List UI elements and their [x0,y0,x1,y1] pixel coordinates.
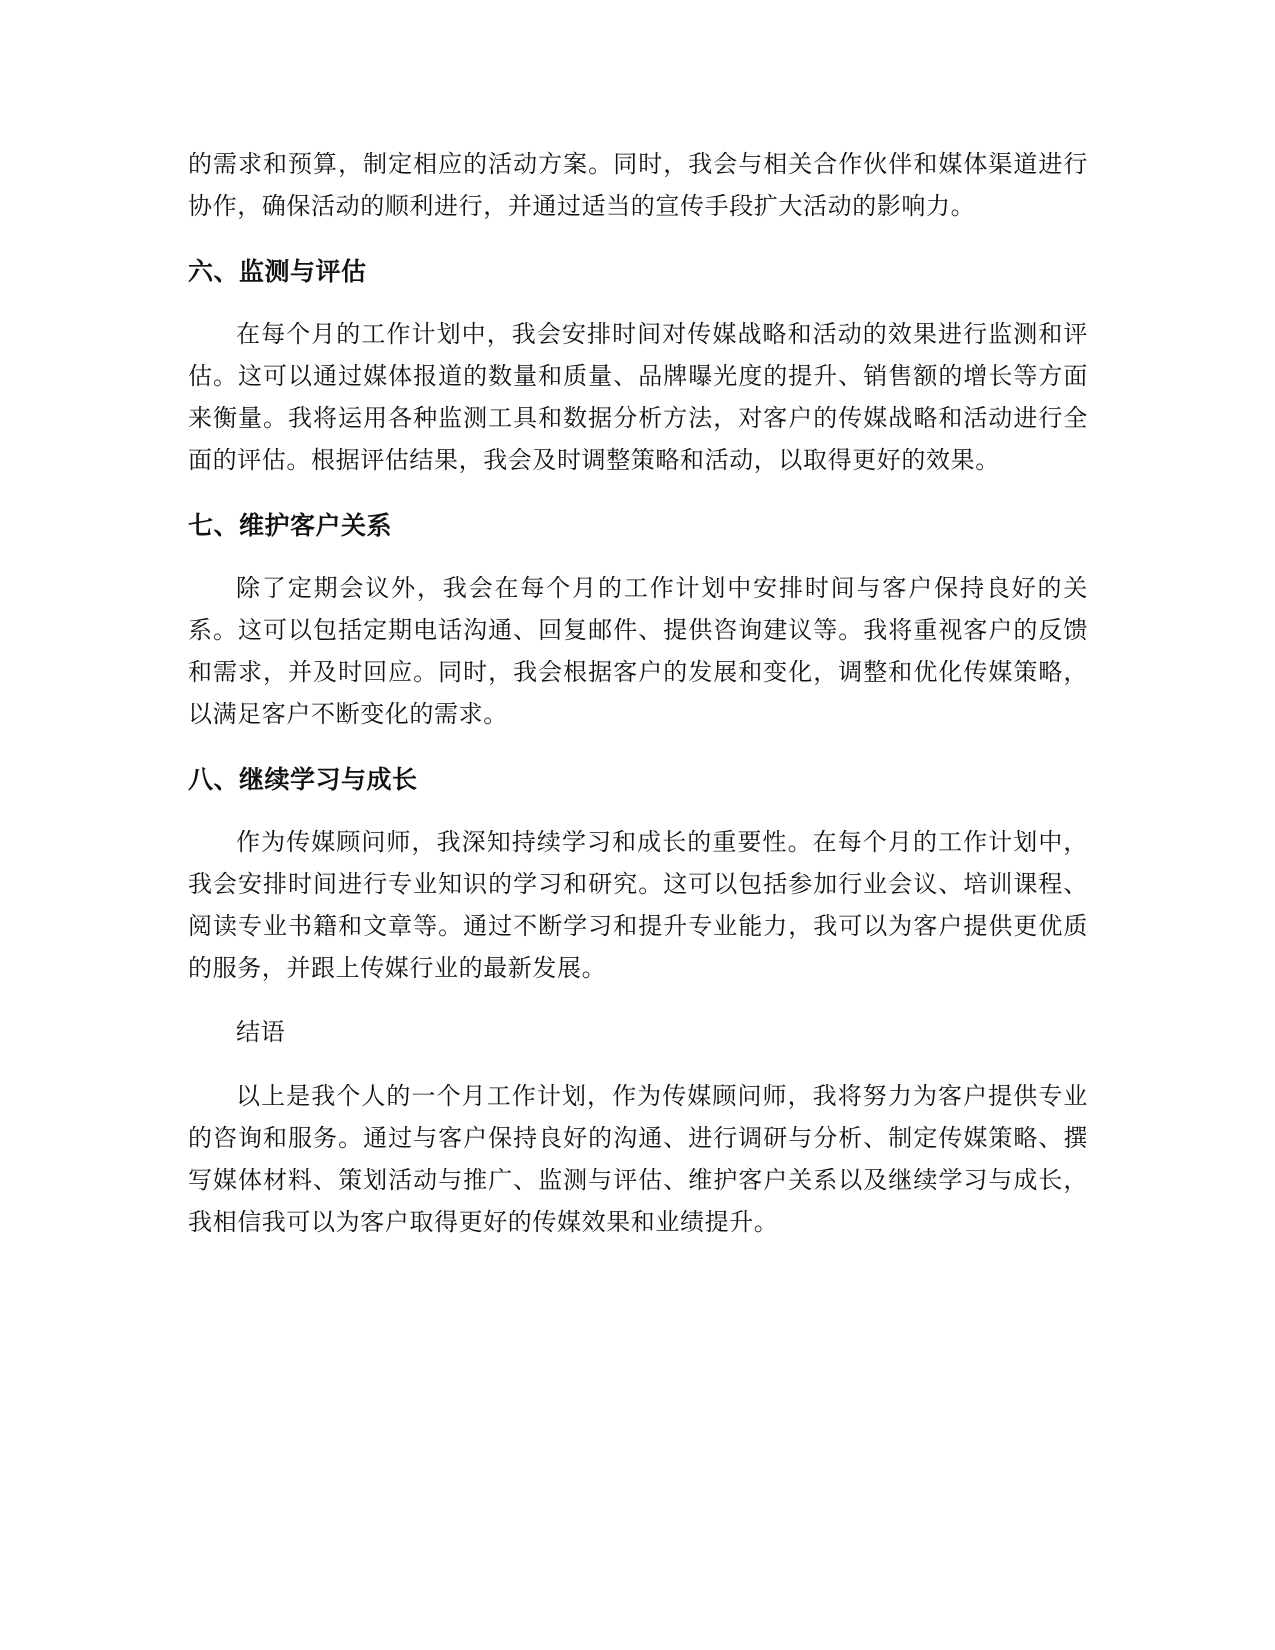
section-heading-monitoring: 六、监测与评估 [188,257,367,286]
conclusion-label: 结语 [236,1018,286,1046]
section-heading-learning: 八、继续学习与成长 [188,765,418,794]
section-paragraph-monitoring: 在每个月的工作计划中，我会安排时间对传媒战略和活动的效果进行监测和评估。这可以通过媒体报道的数量和质量、品牌曝光度的提升、销售额的增长等方面来衡量。我将运用各种监测工具和数据分析方法，对客户的传媒战略和活动进行全面的评估。根据评估结果，我会及时调整策略和活动，以取得更好的效果。 [188,320,1088,474]
section-heading-client-relations: 七、维护客户关系 [188,511,393,540]
conclusion-paragraph: 以上是我个人的一个月工作计划，作为传媒顾问师，我将努力为客户提供专业的咨询和服务。通过与客户保持良好的沟通、进行调研与分析、制定传媒策略、撰写媒体材料、策划活动与推广、监测与评估、维护客户关系以及继续学习与成长，我相信我可以为客户取得更好的传媒效果和业绩提升。 [188,1082,1088,1236]
section-paragraph-client-relations: 除了定期会议外，我会在每个月的工作计划中安排时间与客户保持良好的关系。这可以包括定期电话沟通、回复邮件、提供咨询建议等。我将重视客户的反馈和需求，并及时回应。同时，我会根据客户的发展和变化，调整和优化传媒策略，以满足客户不断变化的需求。 [188,574,1088,728]
intro-paragraph: 的需求和预算，制定相应的活动方案。同时，我会与相关合作伙伴和媒体渠道进行协作，确保活动的顺利进行，并通过适当的宣传手段扩大活动的影响力。 [188,150,1088,220]
section-paragraph-learning: 作为传媒顾问师，我深知持续学习和成长的重要性。在每个月的工作计划中，我会安排时间进行专业知识的学习和研究。这可以包括参加行业会议、培训课程、阅读专业书籍和文章等。通过不断学习和提升专业能力，我可以为客户提供更优质的服务，并跟上传媒行业的最新发展。 [188,828,1088,982]
document-body [188,143,1088,1243]
